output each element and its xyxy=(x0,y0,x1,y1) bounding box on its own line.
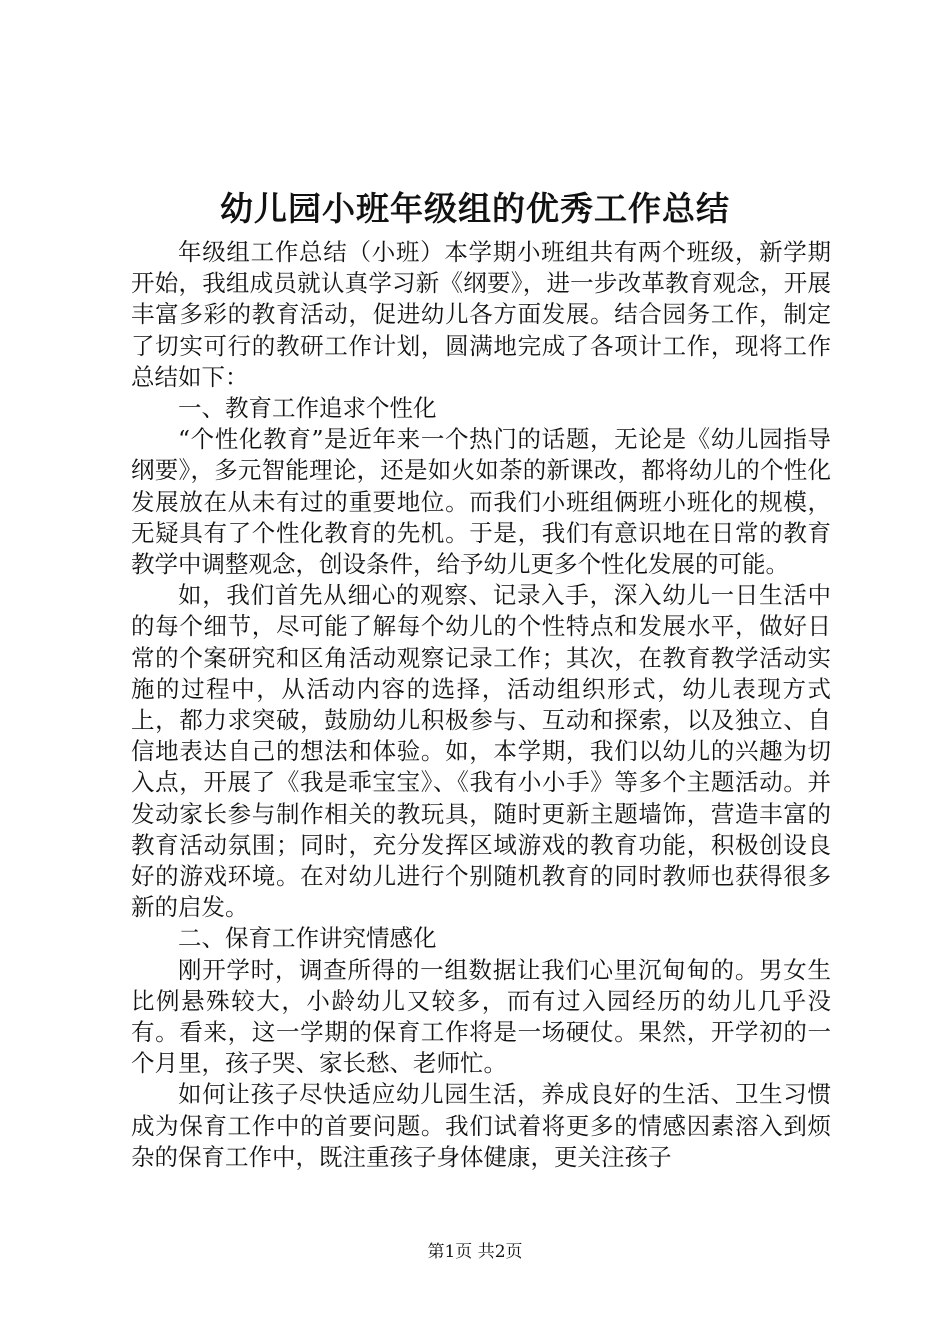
paragraph-semester-start: 刚开学时，调查所得的一组数据让我们心里沉甸甸的。男女生比例悬殊较大，小龄幼儿又较多，而有过入园经历的幼儿几乎没有。看来，这一学期的保育工作将是一场硬仗。果然，开学初的一个月里，孩子哭、家长愁、老师忙。 xyxy=(131,955,831,1078)
section-heading-education: 一、教育工作追求个性化 xyxy=(178,394,437,423)
paragraph-observation-practice: 如，我们首先从细心的观察、记录入手，深入幼儿一日生活中的每个细节，尽可能了解每个幼儿的个性特点和发展水平，做好日常的个案研究和区角活动观察记录工作；其次，在教育教学活动实施的过程中，从活动内容的选择，活动组织形式，幼儿表现方式上，都力求突破，鼓励幼儿积极参与、互动和探索，以及独立、自信地表达自己的想法和体验。如，本学期，我们以幼儿的兴趣为切入点，开展了《我是乖宝宝》、《我有小小手》等多个主题活动。并发动家长参与制作相关的教玩具，随时更新主题墙饰，营造丰富的教育活动氛围；同时，充分发挥区域游戏的教育功能，积极创设良好的游戏环境。在对幼儿进行个别随机教育的同时教师也获得很多新的启发。 xyxy=(131,581,831,922)
paragraph-adaptation: 如何让孩子尽快适应幼儿园生活，养成良好的生活、卫生习惯成为保育工作中的首要问题。我们试着将更多的情感因素溶入到烦杂的保育工作中，既注重孩子身体健康，更关注孩子 xyxy=(131,1080,831,1171)
page-title: 幼儿园小班年级组的优秀工作总结 xyxy=(220,189,730,228)
section-heading-care: 二、保育工作讲究情感化 xyxy=(178,924,437,953)
document-body xyxy=(131,237,831,1173)
page-footer: 第1页 共2页 xyxy=(427,1242,523,1262)
paragraph-individualized-education: “个性化教育”是近年来一个热门的话题，无论是《幼儿园指导纲要》，多元智能理论，还是如火如荼的新课改，都将幼儿的个性化发展放在从未有过的重要地位。而我们小班组俩班小班化的规模，无疑具有了个性化教育的先机。于是，我们有意识地在日常的教育教学中调整观念，创设条件，给予幼儿更多个性化发展的可能。 xyxy=(131,425,831,579)
paragraph-intro: 年级组工作总结（小班）本学期小班组共有两个班级，新学期开始，我组成员就认真学习新《纲要》，进一步改革教育观念，开展丰富多彩的教育活动，促进幼儿各方面发展。结合园务工作，制定了切实可行的教研工作计划，圆满地完成了各项计工作，现将工作总结如下： xyxy=(131,238,831,391)
